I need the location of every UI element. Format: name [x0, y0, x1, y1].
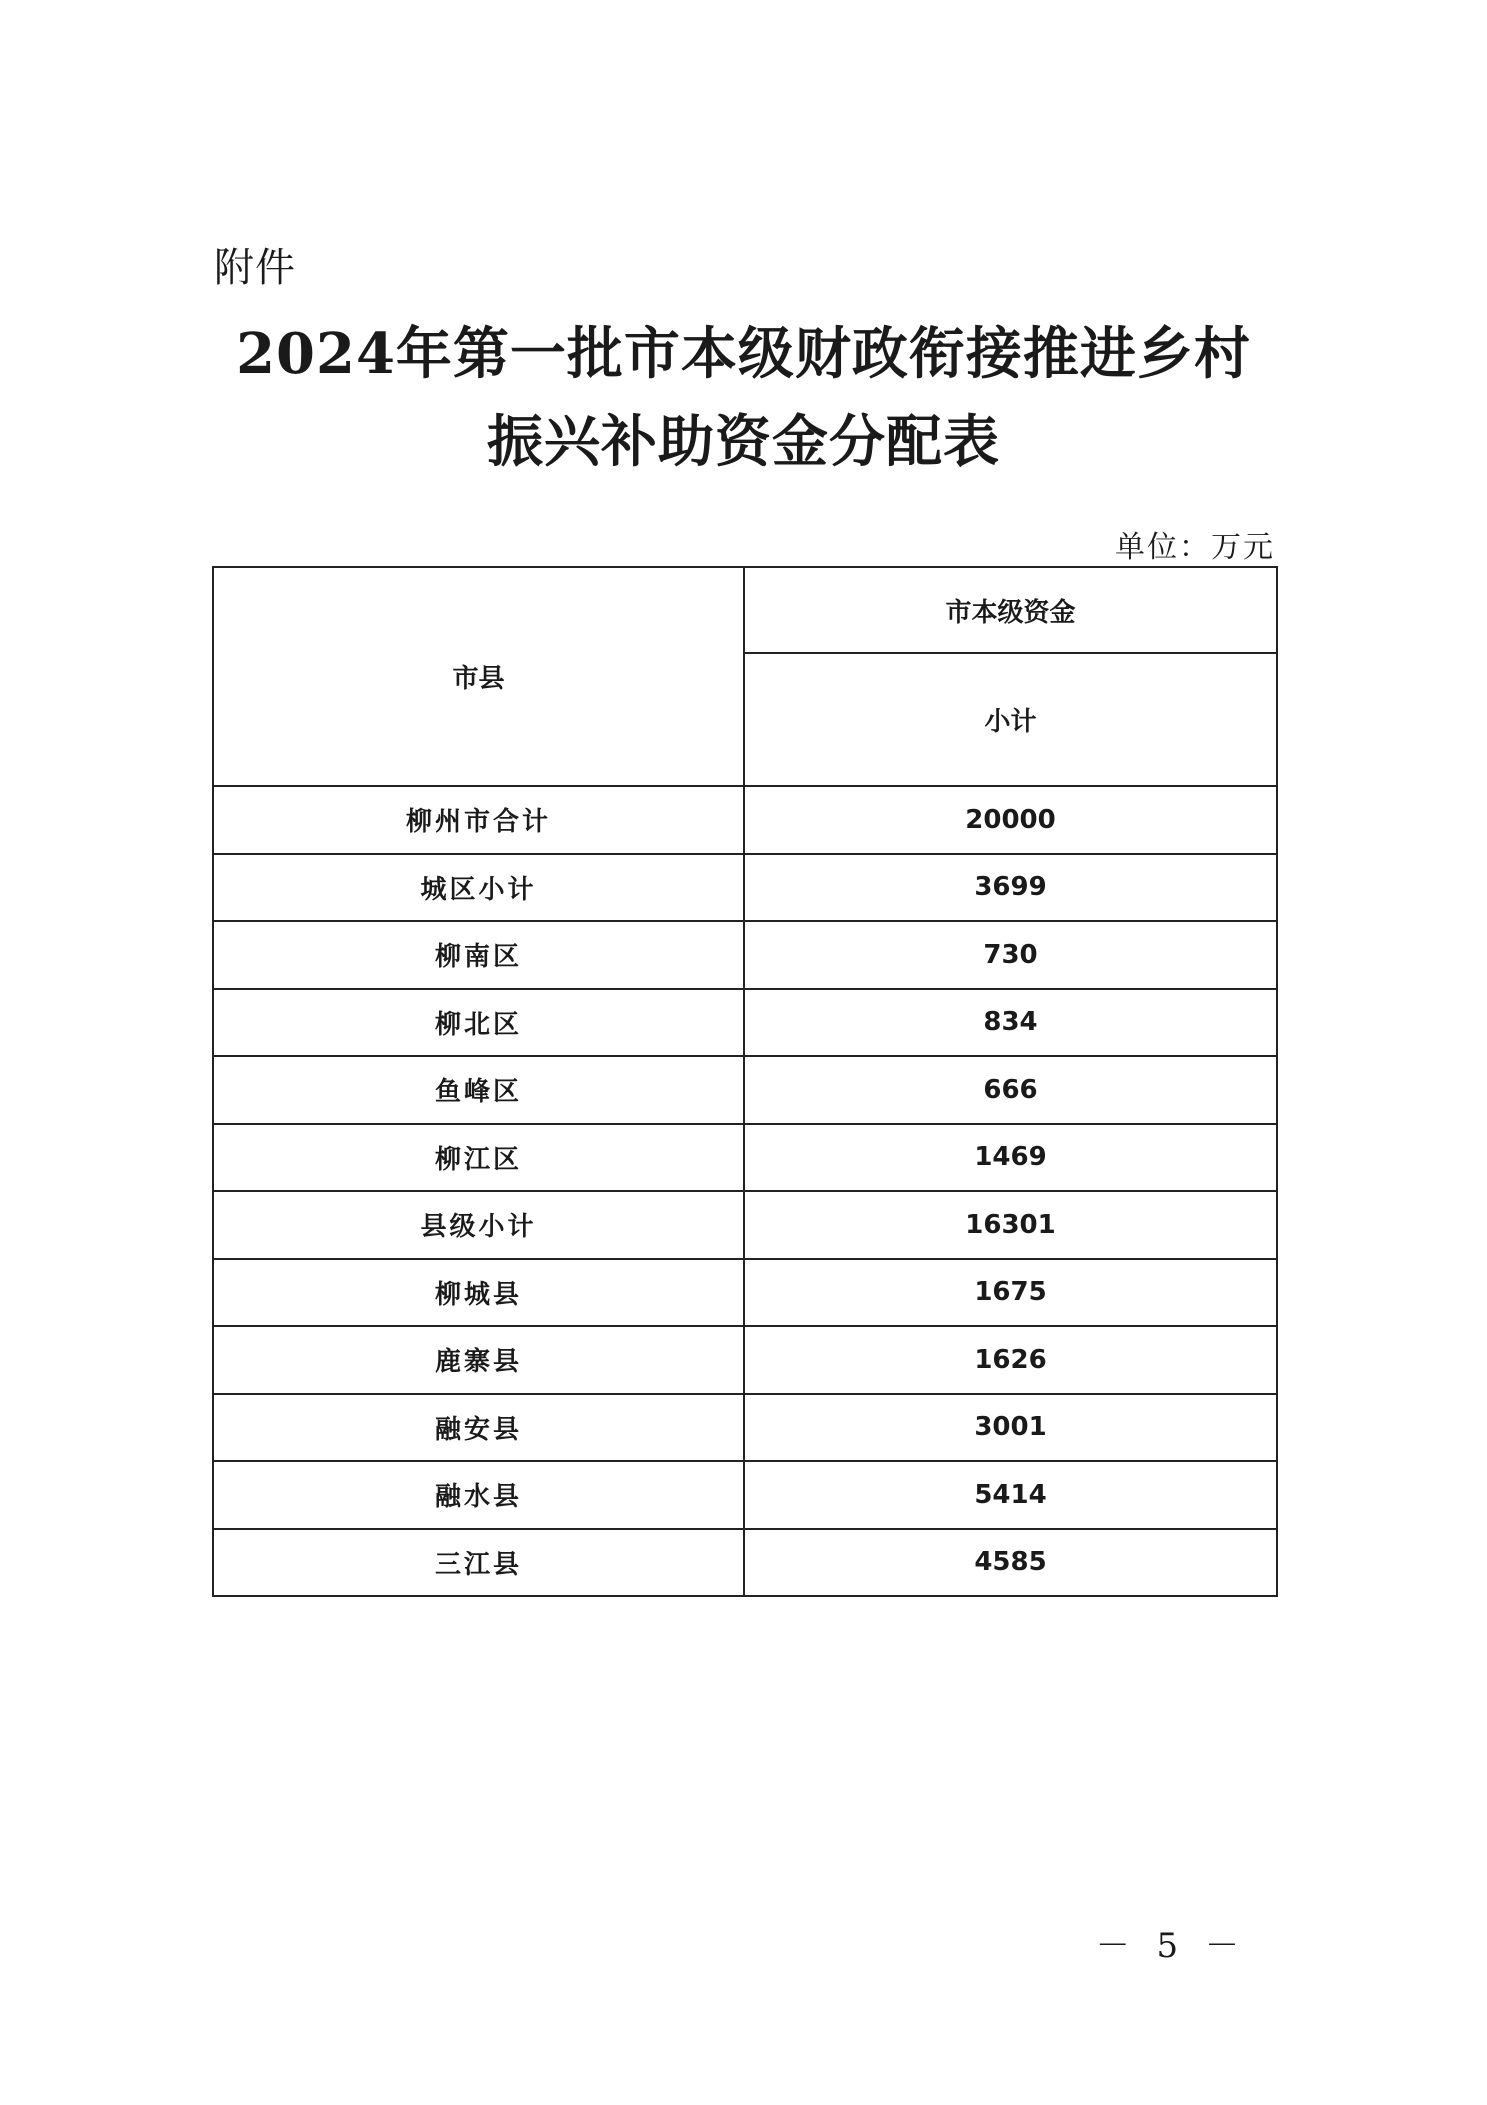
region-name: 融水县 [213, 1461, 744, 1529]
header-fund: 市本级资金 [744, 567, 1277, 653]
fund-value: 3699 [744, 854, 1277, 922]
region-name: 柳南区 [213, 921, 744, 989]
fund-value: 1675 [744, 1259, 1277, 1327]
region-name: 柳州市合计 [213, 786, 744, 854]
fund-value: 1626 [744, 1326, 1277, 1394]
unit-label: 单位：万元 [1115, 530, 1275, 565]
region-name: 城区小计 [213, 854, 744, 922]
region-name: 柳城县 [213, 1259, 744, 1327]
fund-value: 666 [744, 1056, 1277, 1124]
region-name: 融安县 [213, 1394, 744, 1462]
fund-value: 16301 [744, 1191, 1277, 1259]
table-row [213, 1529, 1277, 1597]
region-name: 县级小计 [213, 1191, 744, 1259]
fund-value: 3001 [744, 1394, 1277, 1462]
fund-value: 20000 [744, 786, 1277, 854]
fund-value: 730 [744, 921, 1277, 989]
header-subtotal: 小计 [744, 653, 1277, 786]
table-row [213, 921, 1277, 989]
table-row [213, 989, 1277, 1057]
table-row [213, 1326, 1277, 1394]
table-row [213, 1394, 1277, 1462]
region-name: 柳北区 [213, 989, 744, 1057]
document-title-line-1: 2024年第一批市本级财政衔接推进乡村 [236, 321, 1251, 387]
table-row [213, 1259, 1277, 1327]
region-name: 三江县 [213, 1529, 744, 1597]
region-name: 鱼峰区 [213, 1056, 744, 1124]
fund-value: 834 [744, 989, 1277, 1057]
table-row [213, 786, 1277, 854]
table-body [213, 567, 1277, 1596]
table-row [213, 854, 1277, 922]
region-name: 鹿寨县 [213, 1326, 744, 1394]
page-number: － 5 － [1095, 1926, 1247, 1966]
header-region: 市县 [213, 567, 744, 786]
table-row [213, 1056, 1277, 1124]
allocation-table [212, 566, 1278, 1597]
fund-value: 4585 [744, 1529, 1277, 1597]
attachment-label: 附件 [214, 245, 296, 291]
header-row [213, 567, 1277, 653]
fund-value: 5414 [744, 1461, 1277, 1529]
table-row [213, 1191, 1277, 1259]
table-row [213, 1461, 1277, 1529]
fund-value: 1469 [744, 1124, 1277, 1192]
table-row [213, 1124, 1277, 1192]
region-name: 柳江区 [213, 1124, 744, 1192]
document-title-line-2: 振兴补助资金分配表 [487, 409, 1000, 475]
